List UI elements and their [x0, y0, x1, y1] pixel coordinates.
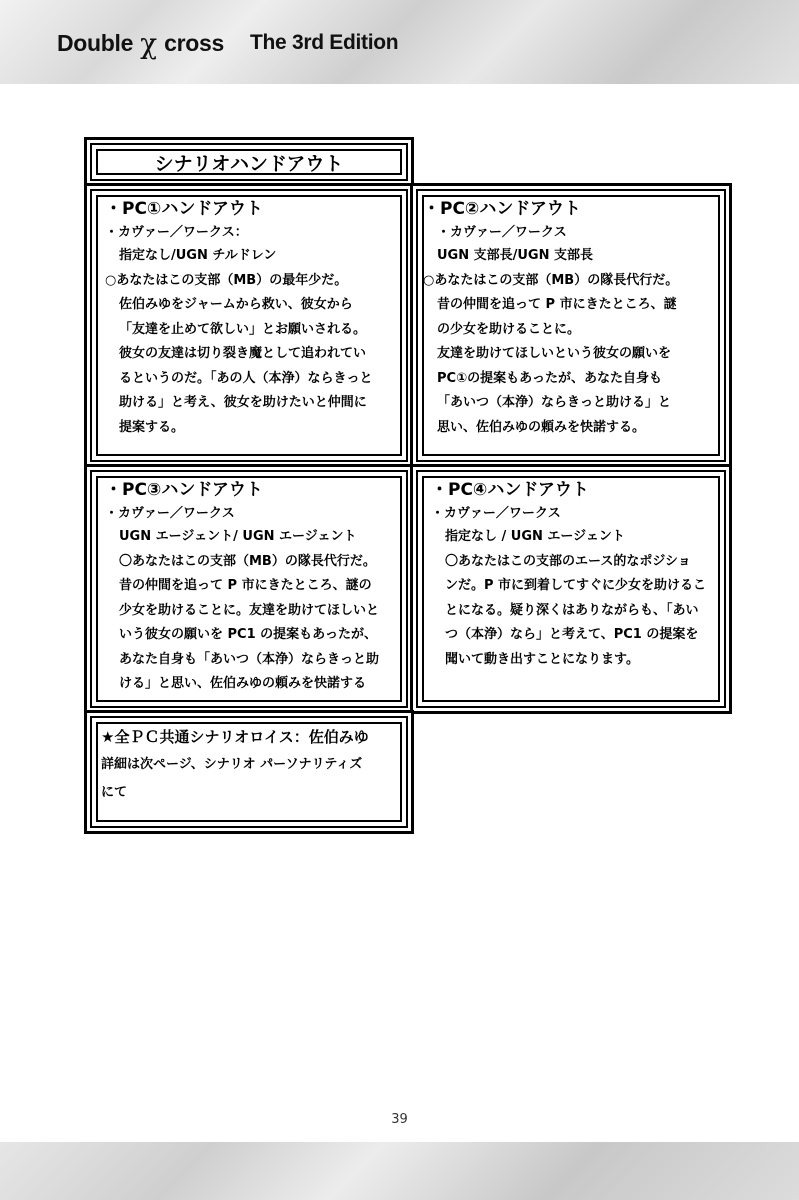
pc2-text-line: 「あいつ（本浄）ならきっと助ける」と [437, 395, 672, 410]
pc3-cover-label: ・カヴァー／ワークス [105, 506, 235, 521]
logo-chi: χ [140, 26, 158, 60]
handout-title: シナリオハンドアウト [154, 152, 344, 175]
pc1-text-line: 「友達を止めて欲しい」とお願いされる。 [119, 321, 367, 337]
pc2-text-line: 思い、佐伯みゆの頼みを快諾する。 [437, 419, 646, 435]
pc3-text-line: 〇あなたはこの支部（MB）の隊長代行だ。 [119, 553, 376, 569]
pc4-text-line: つ（本浄）なら」と考えて、PC1 の提案を [445, 627, 699, 642]
pc4-text-line: 〇あなたはこの支部のエース的なポジショ [445, 553, 691, 569]
page-number: 39 [391, 1112, 408, 1127]
pc2-cover-label: ・カヴァー／ワークス [437, 225, 567, 240]
pc4-text-line: とになる。疑り深くはありながらも、「あい [445, 602, 699, 618]
pc2-text-line: の少女を助けることに。 [437, 321, 581, 337]
pc1-cover-works: 指定なし/UGN チルドレン [119, 248, 277, 263]
pc3-text-line: ける」と思い、佐伯みゆの頼みを快諾する [119, 676, 367, 691]
pc1-text-line: るというのだ。「あの人（本浄）ならきっと [119, 370, 373, 386]
pc3-cover-works: UGN エージェント/ UGN エージェント [119, 529, 357, 544]
handout-pc2 [410, 183, 732, 468]
common-rois-heading: ★全ＰＣ共通シナリオロイス：佐伯みゆ [101, 728, 369, 746]
pc4-heading: ・PC④ハンドアウト [431, 480, 589, 500]
pc1-text-line: 彼女の友達は切り裂き魔として追われてい [119, 346, 367, 361]
pc1-text-line: ○あなたはこの支部（MB）の最年少だ。 [105, 272, 348, 288]
pc2-text-line: 昔の仲間を追って P 市にきたところ、謎 [437, 297, 677, 312]
pc1-text-line: 佐伯みゆをジャームから救い、彼女から [119, 297, 353, 312]
pc2-cover-works: UGN 支部長/UGN 支部長 [437, 248, 594, 263]
handout-pc4 [410, 464, 732, 714]
pc3-text-line: 昔の仲間を追って P 市にきたところ、謎の [119, 578, 372, 593]
logo-cross: cross [164, 29, 224, 56]
common-rois-line: にて [101, 785, 128, 800]
pc4-cover-works: 指定なし / UGN エージェント [445, 529, 625, 544]
common-rois-line: 詳細は次ページ、シナリオ パーソナリティズ [101, 757, 363, 772]
pc3-text-line: 少女を助けることに。友達を助けてほしいと [119, 602, 380, 618]
pc1-text-line: 提案する。 [119, 419, 185, 435]
logo-edition: The 3rd Edition [249, 31, 399, 54]
pc4-text-line: ンだ。P 市に到着してすぐに少女を助けるこ [445, 578, 707, 593]
pc4-cover-label: ・カヴァー／ワークス [431, 506, 561, 521]
handout-pc3 [84, 464, 414, 714]
logo-double: Double [57, 29, 134, 56]
common-rois-box [84, 710, 414, 834]
handout-pc1 [84, 183, 414, 468]
footer-band [0, 1142, 799, 1200]
title-box [84, 137, 414, 187]
pc2-text-line: 友達を助けてほしいという彼女の願いを [437, 346, 672, 361]
pc2-text-line: ○あなたはこの支部（MB）の隊長代行だ。 [423, 272, 679, 288]
pc3-heading: ・PC③ハンドアウト [105, 480, 263, 500]
pc3-text-line: いう彼女の願いを PC1 の提案もあったが、 [119, 627, 378, 642]
pc1-text-line: 助ける」と考え、彼女を助けたいと仲間に [119, 395, 367, 410]
pc2-text-line: PC①の提案もあったが、あなた自身も [437, 370, 662, 386]
game-logo [57, 26, 398, 60]
pc1-heading: ・PC①ハンドアウト [105, 199, 263, 219]
pc4-text-line: 聞いて動き出すことになります。 [445, 651, 639, 667]
pc1-cover-label: ・カヴァー／ワークス： [105, 225, 248, 240]
pc3-text-line: あなた自身も「あいつ（本浄）ならきっと助 [119, 651, 380, 667]
pc2-heading: ・PC②ハンドアウト [423, 199, 581, 219]
